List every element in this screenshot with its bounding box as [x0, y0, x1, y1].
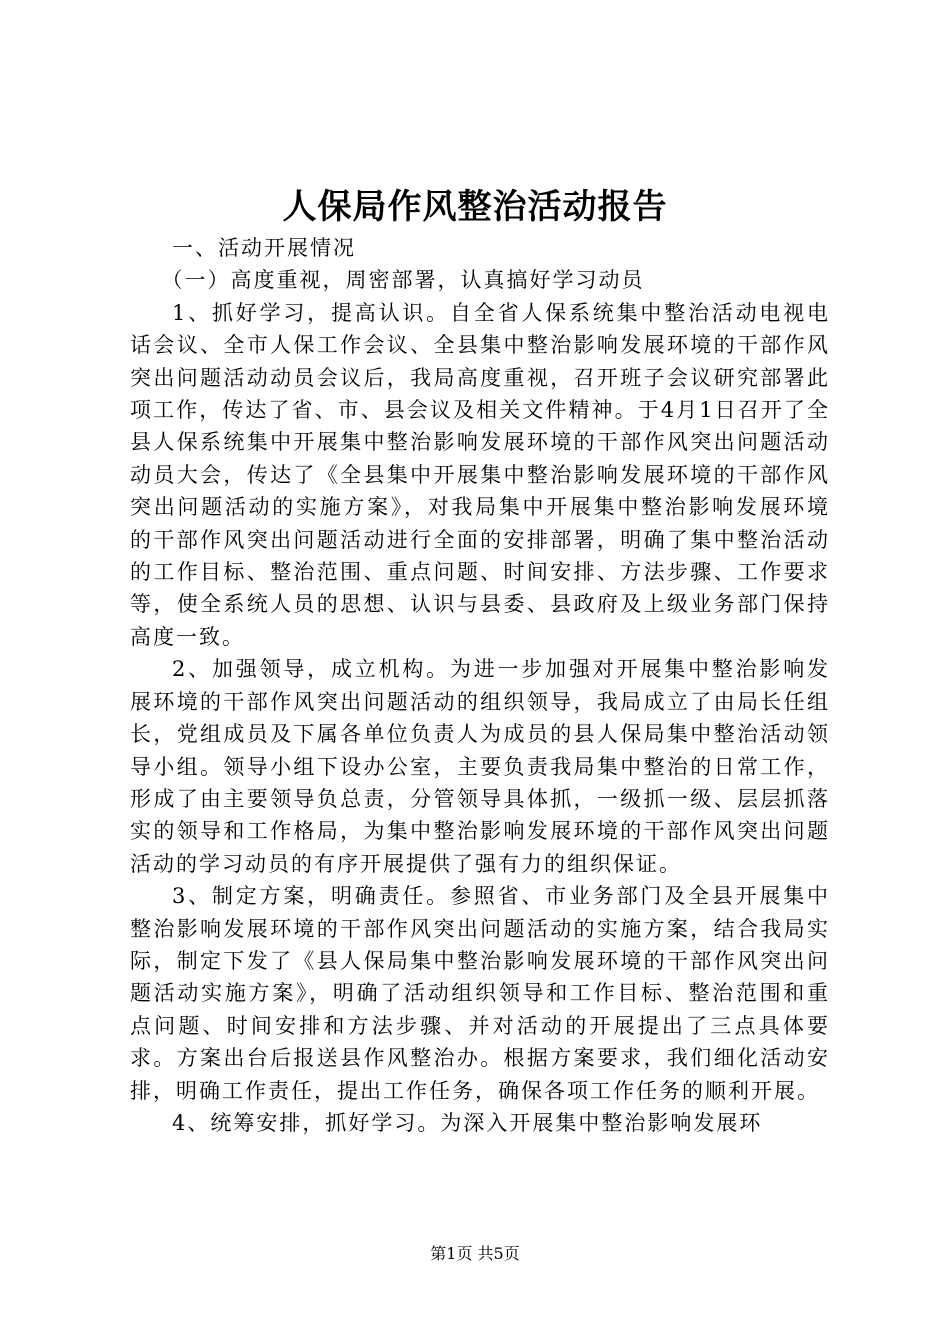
section-heading: 一、活动开展情况	[172, 236, 356, 260]
subsection-heading: （一）高度重视，周密部署，认真搞好学习动员	[161, 268, 645, 293]
page-number-footer: 第1页 共5页	[430, 1244, 520, 1263]
paragraph-4: 4、统筹安排，抓好学习。为深入开展集中整治影响发展环	[172, 1110, 763, 1135]
document-body	[130, 232, 830, 1139]
document-title: 人保局作风整治活动报告	[282, 187, 668, 227]
paragraph-2: 2、加强领导，成立机构。为进一步加强对开展集中整治影响发展环境的干部作风突出问题活动的组织领导，我局成立了由局长任组长，党组成员及下属各单位负责人为成员的县人保局集中整治活动领导小组。领导小组下设办公室，主要负责我局集中整治的日常工作，形成了由主要领导负总责，分管领导具体抓，一级抓一级、层层抓落实的领导和工作格局，为集中整治影响发展环境的干部作风突出问题活动的学习动员的有序开展提供了强有力的组织保证。	[130, 657, 830, 876]
paragraph-3: 3、制定方案，明确责任。参照省、市业务部门及全县开展集中整治影响发展环境的干部作风突出问题活动的实施方案，结合我局实际，制定下发了《县人保局集中整治影响发展环境的干部作风突出问题活动实施方案》，明确了活动组织领导和工作目标、整治范围和重点问题、时间安排和方法步骤、并对活动的开展提出了三点具体要求。方案出台后报送县作风整治办。根据方案要求，我们细化活动安排，明确工作责任，提出工作任务，确保各项工作任务的顺利开展。	[130, 884, 830, 1103]
paragraph-1: 1、抓好学习，提高认识。自全省人保系统集中整治活动电视电话会议、全市人保工作会议、全县集中整治影响发展环境的干部作风突出问题活动动员会议后，我局高度重视，召开班子会议研究部署此项工作，传达了省、市、县会议及相关文件精神。于4月1日召开了全县人保系统集中开展集中整治影响发展环境的干部作风突出问题活动动员大会，传达了《全县集中开展集中整治影响发展环境的干部作风突出问题活动的实施方案》，对我局集中开展集中整治影响发展环境的干部作风突出问题活动进行全面的安排部署，明确了集中整治活动的工作目标、整治范围、重点问题、时间安排、方法步骤、工作要求等，使全系统人员的思想、认识与县委、县政府及上级业务部门保持高度一致。	[130, 300, 830, 649]
